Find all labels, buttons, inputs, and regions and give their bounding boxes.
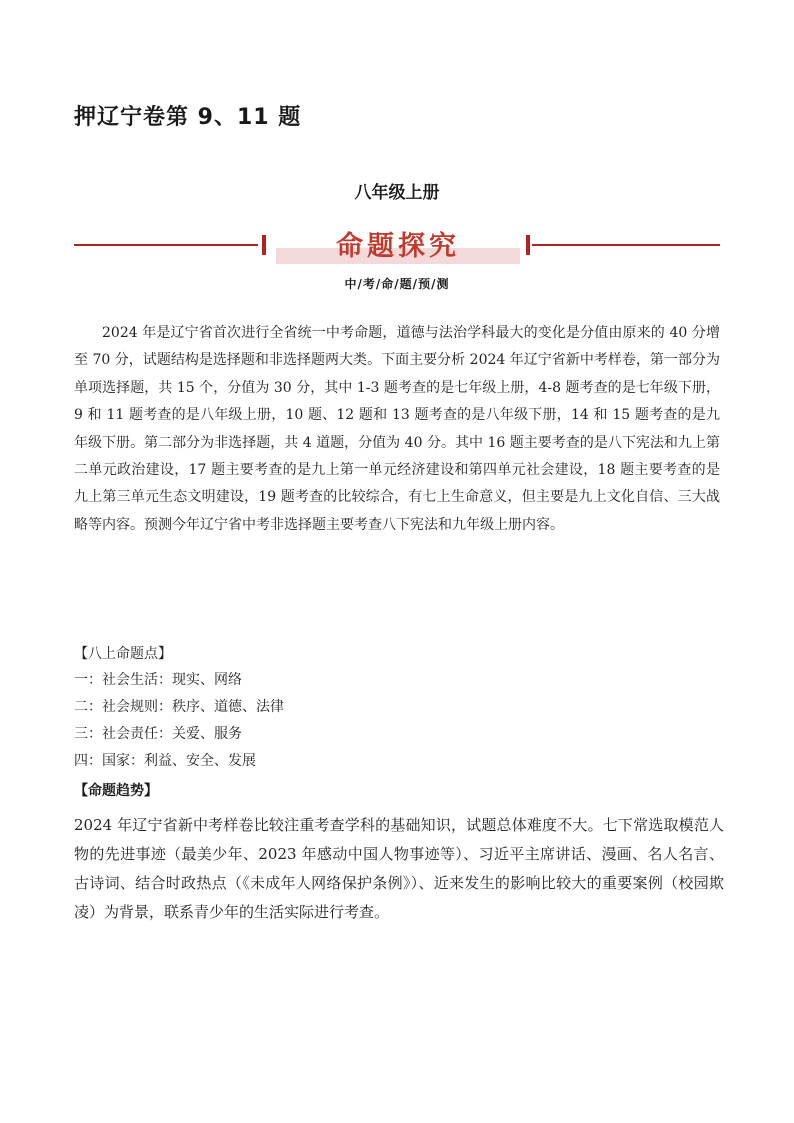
exam-point-item: 二：社会规则：秩序、道德、法律 bbox=[74, 699, 284, 715]
section-banner bbox=[74, 226, 720, 266]
grade-heading: 八年级上册 bbox=[354, 183, 440, 203]
exam-point-item: 四：国家：利益、安全、发展 bbox=[74, 753, 256, 769]
banner-cap-left bbox=[262, 235, 266, 255]
exam-points-heading: 【八上命题点】 bbox=[74, 646, 172, 662]
banner-title: 命题探究 bbox=[336, 231, 460, 262]
trend-paragraph: 2024 年辽宁省新中考样卷比较注重考查学科的基础知识，试题总体难度不大。七下常选取模范人物的先进事迹（最美少年、2023 年感动中国人物事迹等）、习近平主席讲话、漫画、名人名言、古诗词、结合时政热点（《未成年人网络保护条例》）、近来发生的影响比较大的重要案例（校园欺凌）为背景，联系青少年的生活实际进行考查。 bbox=[74, 816, 724, 921]
document-title: 押辽宁卷第 9、11 题 bbox=[74, 105, 302, 130]
trend-heading: 【命题趋势】 bbox=[74, 783, 158, 799]
banner-cap-right bbox=[526, 235, 530, 255]
exam-points-list bbox=[74, 642, 720, 775]
banner-line-left bbox=[74, 244, 258, 246]
exam-point-item: 三：社会责任：关爱、服务 bbox=[74, 726, 242, 742]
intro-paragraph: 2024 年是辽宁省首次进行全省统一中考命题，道德与法治学科最大的变化是分值由原来的 40 分增至 70 分，试题结构是选择题和非选择题两大类。下面主要分析 2024 年辽宁省新中考样卷，第一部分为单项选择题，共 15 个，分值为 30 分，其中 1-3 题考查的是七年级上册，4-8 题考查的是七年级下册，9 和 11 题考查的是八年级上册，10 题、12 题和 13 题考查的是八年级下册，14 和 15 题考查的是九年级下册。第二部分为非选择题，共 4 道题，分值为 40 分。其中 16 题主要考查的是八下宪法和九上第二单元政治建设，17 题主要考查的是九上第一单元经济建设和第四单元社会建设，18 题主要考查的是九上第三单元生态文明建设，19 题考查的比较综合，有七上生命意义，但主要是九上文化自信、三大战略等内容。预测今年辽宁省中考非选择题主要考查八下宪法和九年级上册内容。 bbox=[74, 325, 720, 533]
banner-line-right bbox=[532, 244, 720, 246]
exam-point-item: 一：社会生活：现实、网络 bbox=[74, 672, 242, 688]
banner-subtitle: 中/考/命/题/预/测 bbox=[344, 277, 450, 291]
